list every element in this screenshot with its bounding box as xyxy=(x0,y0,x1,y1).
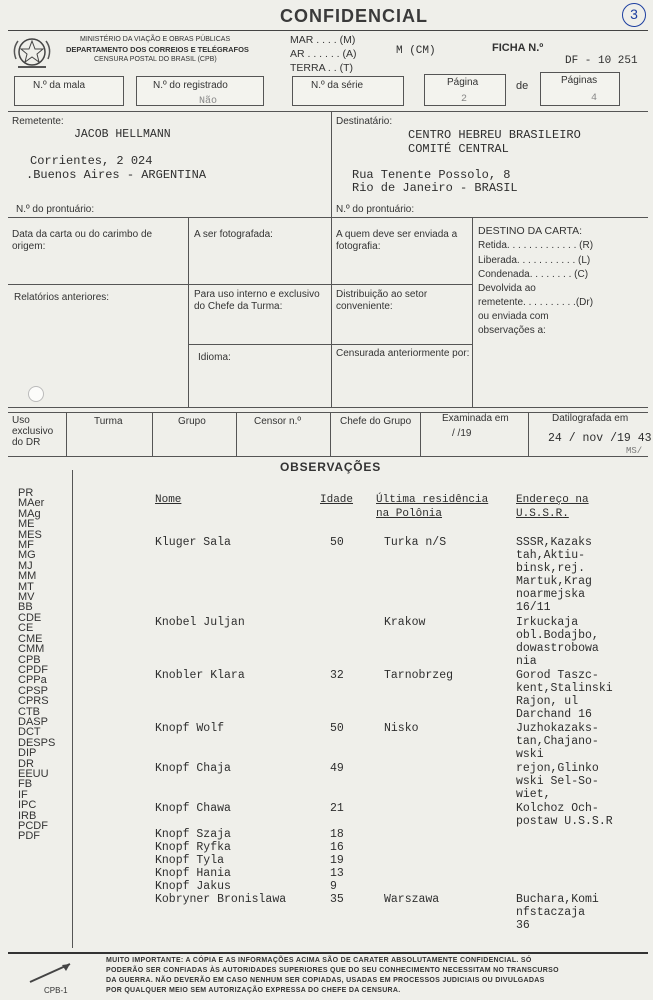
ar-label: AR . . . . . . (A) xyxy=(290,48,357,60)
routing-code: CPRS xyxy=(18,695,49,708)
person-age: 16 xyxy=(330,841,344,854)
routing-code: MF xyxy=(18,539,34,552)
destino-devolvida: Devolvida ao xyxy=(478,283,536,294)
ficha-label: FICHA N.º xyxy=(492,42,544,54)
tab-paginas: Páginas 4 xyxy=(540,72,620,106)
tab-registrado: N.º do registrado Não xyxy=(136,76,264,106)
person-address-line: kent,Stalinski xyxy=(516,682,613,695)
person-address-line: postaw U.S.S.R xyxy=(516,815,613,828)
person-residence: Nisko xyxy=(384,722,419,735)
person-age: 18 xyxy=(330,828,344,841)
person-address-line: 16/11 xyxy=(516,601,551,614)
routing-code: MES xyxy=(18,528,42,541)
routing-code: CPPa xyxy=(18,674,47,687)
routing-code: PCDF xyxy=(18,820,48,832)
distribuicao-label: Distribuição ao setor conveniente: xyxy=(336,289,428,312)
uso-dr-label: Uso exclusivo do DR xyxy=(12,415,54,448)
routing-code: CPB xyxy=(18,653,41,666)
footer-line-1: MUITO IMPORTANTE: A CÓPIA E AS INFORMAÇÕES ACIMA SÃO DE CARATER ABSOLUTAMENTE CONFIDENCIAL. SÓ xyxy=(106,957,532,964)
routing-code: DESPS xyxy=(18,736,56,749)
sender-city: .Buenos Aires - ARGENTINA xyxy=(26,168,207,182)
person-residence: Tarnobrzeg xyxy=(384,669,454,682)
recipient-prontuario: N.º do prontuário: xyxy=(336,204,415,215)
person-address-line: Kolchoz Och- xyxy=(516,802,599,815)
sender-name: JACOB HELLMANN xyxy=(74,128,171,141)
routing-code: DR xyxy=(18,757,34,770)
routing-code: CPSP xyxy=(18,684,48,697)
header-endereco-1: Endereço na xyxy=(516,494,589,506)
routing-code: MT xyxy=(18,580,34,593)
arrow-stamp-icon xyxy=(26,960,76,986)
page-number: 3 xyxy=(622,3,646,27)
de-label: de xyxy=(516,80,529,92)
routing-code: BB xyxy=(18,601,33,614)
page-title: CONFIDENCIAL xyxy=(280,6,428,26)
fotografada-label: A ser fotografada: xyxy=(194,229,273,240)
terra-label: TERRA . . (T) xyxy=(290,62,353,74)
routing-code: CPDF xyxy=(18,663,48,676)
footer-line-3: DA GUERRA. NÃO DEVERÃO EM CASO NENHUM SER COPIADAS, USADAS EM PROCESSOS JUDICIAIS OU DIVULGADAS xyxy=(106,977,545,984)
person-name: Knopf Chaja xyxy=(155,762,231,775)
person-name: Kobryner Bronislawa xyxy=(155,893,287,906)
routing-code: PR xyxy=(18,487,34,499)
relatorios-label: Relatórios anteriores: xyxy=(14,292,110,303)
destino-liberada: Liberada. . . . . . . . . . . (L) xyxy=(478,255,591,266)
person-address-line: SSSR,Kazaks xyxy=(516,536,592,549)
person-name: Knopf Tyla xyxy=(155,854,225,867)
person-age: 21 xyxy=(330,802,344,815)
routing-code: MM xyxy=(18,570,37,583)
service-label: CENSURA POSTAL DO BRASIL (CPB) xyxy=(94,56,217,63)
person-address-line: tah,Aktiu- xyxy=(516,549,586,562)
routing-code: DIP xyxy=(18,747,37,760)
person-address-line: Buchara,Komi xyxy=(516,893,599,906)
routing-code: CTB xyxy=(18,705,40,718)
destino-retida: Retida. . . . . . . . . . . . . (R) xyxy=(478,240,594,251)
routing-code: CMM xyxy=(18,643,45,656)
person-address-line: Juzhokazaks- xyxy=(516,722,599,735)
observacoes-title: OBSERVAÇÕES xyxy=(280,460,382,474)
header-nome: Nome xyxy=(155,494,182,506)
person-age: 50 xyxy=(330,722,344,735)
person-address-line: noarmejska xyxy=(516,588,586,601)
idioma-label: Idioma: xyxy=(198,352,231,363)
person-name: Knopf Wolf xyxy=(155,722,225,735)
recipient-committee: COMITÉ CENTRAL xyxy=(408,142,509,156)
routing-code: PDF xyxy=(18,830,40,843)
person-age: 50 xyxy=(330,536,344,549)
person-name: Knopf Hania xyxy=(155,867,231,880)
person-residence: Turka n/S xyxy=(384,536,447,549)
quem-foto-label: A quem deve ser enviada a fotografia: xyxy=(336,229,458,252)
chefe-grupo-label: Chefe do Grupo xyxy=(340,416,412,427)
person-address-line: rejon,Glinko xyxy=(516,762,599,775)
censurada-label: Censurada anteriormente por: xyxy=(336,348,470,359)
uso-interno-label: Para uso interno e exclusivo do Chefe da Turma: xyxy=(194,289,320,312)
person-address-line: Darchand 16 xyxy=(516,708,592,721)
coat-of-arms-icon xyxy=(10,33,54,73)
recipient-label: Destinatário: xyxy=(336,116,393,127)
routing-code: IRB xyxy=(18,809,37,822)
person-address-line: Irkuckaja xyxy=(516,616,579,629)
datilografada-initials: MS/ xyxy=(626,446,643,456)
person-name: Knopf Jakus xyxy=(155,880,231,893)
person-address-line: obl.Bodajbo, xyxy=(516,629,599,642)
header-ultima-2: na Polônia xyxy=(376,508,443,520)
person-address-line: dowastrobowa xyxy=(516,642,599,655)
header-idade: Idade xyxy=(320,494,354,506)
routing-code: MAg xyxy=(18,507,41,520)
person-age: 35 xyxy=(330,893,344,906)
ficha-value: DF - 10 251 xyxy=(565,55,638,67)
datilografada-label: Datilografada em xyxy=(552,413,629,424)
person-name: Knopf Szaja xyxy=(155,828,231,841)
data-carta-label: Data da carta ou do carimbo de origem: xyxy=(12,229,153,252)
datilografada-value: 24 / nov /19 43 xyxy=(548,432,652,445)
person-address-line: nfstaczaja xyxy=(516,906,586,919)
person-address-line: nia xyxy=(516,655,537,668)
footer-line-2: PODERÃO SER CONFIADAS ÀS AUTORIDADES SUPERIORES QUE DO SEU CONHECIMENTO NECESSITAM NO TRANSCURSO xyxy=(106,967,559,974)
destino-enviada: ou enviada com xyxy=(478,311,549,322)
sender-street: Corrientes, 2 024 xyxy=(30,154,153,168)
turma-label: Turma xyxy=(94,416,123,427)
destino-condenada: Condenada. . . . . . . . (C) xyxy=(478,269,589,280)
person-address-line: binsk,rej. xyxy=(516,562,586,575)
person-age: 9 xyxy=(330,880,337,893)
examinada-value: / /19 xyxy=(452,428,472,439)
department-label: DEPARTAMENTO DOS CORREIOS E TELÉGRAFOS xyxy=(66,45,249,54)
person-address-line: Rajon, ul xyxy=(516,695,579,708)
routing-code: DCT xyxy=(18,726,41,739)
person-address-line: tan,Chajano- xyxy=(516,735,599,748)
person-age: 13 xyxy=(330,867,344,880)
routing-code: MV xyxy=(18,591,35,604)
person-name: Knopf Chawa xyxy=(155,802,231,815)
mar-label: MAR . . . . (M) xyxy=(290,34,356,46)
routing-codes xyxy=(18,488,55,842)
person-address-line: Martuk,Krag xyxy=(516,575,592,588)
destino-remetente: remetente. . . . . . . . . .(Dr) xyxy=(478,297,594,308)
person-name: Knopf Ryfka xyxy=(155,841,231,854)
person-residence: Warszawa xyxy=(384,893,440,906)
sender-label: Remetente: xyxy=(12,116,64,127)
destino-title: DESTINO DA CARTA: xyxy=(478,225,583,237)
sender-prontuario: N.º do prontuário: xyxy=(16,204,95,215)
routing-code: MJ xyxy=(18,559,33,572)
person-address-line: wski xyxy=(516,748,544,761)
stamp-label: CPB-1 xyxy=(44,986,68,995)
tab-pagina: Página 2 xyxy=(424,74,506,106)
mode-value: M (CM) xyxy=(396,45,436,57)
routing-code: ME xyxy=(18,518,35,531)
recipient-name: CENTRO HEBREU BRASILEIRO xyxy=(408,128,581,142)
person-name: Kluger Sala xyxy=(155,536,231,549)
routing-code: CDE xyxy=(18,611,42,624)
person-age: 49 xyxy=(330,762,344,775)
routing-code: FB xyxy=(18,778,33,791)
punch-hole xyxy=(28,386,44,402)
person-age: 19 xyxy=(330,854,344,867)
recipient-street: Rua Tenente Possolo, 8 xyxy=(352,168,511,182)
header-endereco-2: U.S.S.R. xyxy=(516,508,569,520)
routing-code: IPC xyxy=(18,799,37,812)
destino-observacoes: observações a: xyxy=(478,325,546,336)
person-age: 32 xyxy=(330,669,344,682)
person-name: Knobel Juljan xyxy=(155,616,245,629)
person-residence: Krakow xyxy=(384,616,426,629)
grupo-label: Grupo xyxy=(178,416,206,427)
routing-code: IF xyxy=(18,788,28,801)
person-address-line: wiet, xyxy=(516,788,551,801)
header-ultima-1: Última residência xyxy=(376,494,489,506)
tab-mala: N.º da mala xyxy=(14,76,124,106)
routing-code: DASP xyxy=(18,715,48,728)
person-address-line: Gorod Taszc- xyxy=(516,669,599,682)
censor-label: Censor n.º xyxy=(254,416,302,427)
routing-code: CE xyxy=(18,622,34,635)
routing-code: MG xyxy=(18,549,36,562)
person-address-line: wski Sel-So- xyxy=(516,775,599,788)
examinada-label: Examinada em xyxy=(442,413,509,424)
routing-code: EEUU xyxy=(18,767,49,780)
person-address-line: 36 xyxy=(516,919,530,932)
person-name: Knobler Klara xyxy=(155,669,245,682)
routing-code: MAer xyxy=(18,497,45,510)
footer-line-4: POR QUALQUER MEIO SEM AUTORIZAÇÃO EXPRESSA DO CHEFE DA CENSURA. xyxy=(106,987,401,994)
tab-serie: N.º da série xyxy=(292,76,404,106)
routing-code: CME xyxy=(18,632,43,645)
ministry-label: MINISTÉRIO DA VIAÇÃO E OBRAS PÚBLICAS xyxy=(80,36,231,43)
recipient-city: Rio de Janeiro - BRASIL xyxy=(352,181,518,195)
